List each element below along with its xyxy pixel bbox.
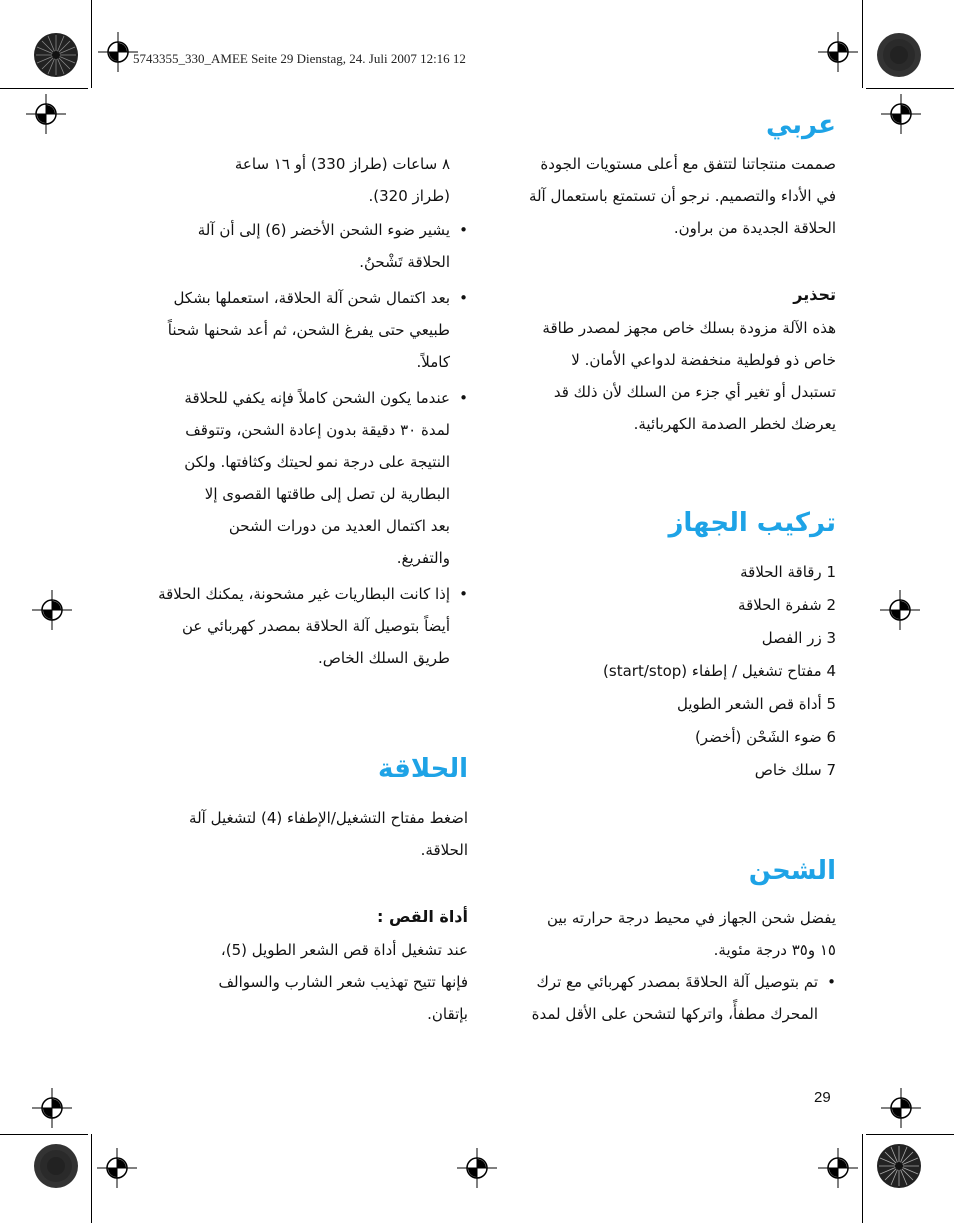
- intro-paragraph: [500, 148, 836, 244]
- text-line: والتفريغ.: [396, 549, 450, 567]
- list-item: 6 ضوء الشَحْن (أخضر): [694, 728, 836, 746]
- text-line: • يشير ضوء الشحن الأخضر (6) إلى أن آلة: [197, 221, 450, 239]
- crop-mark: [862, 1134, 863, 1223]
- text-line: يفضل شحن الجهاز في محيط درجة حرارته بين: [546, 909, 836, 927]
- text-line: هذه الآلة مزودة بسلك خاص مجهز لمصدر طاقة: [542, 319, 836, 337]
- crop-mark: [0, 1134, 88, 1135]
- text-line: ١٥ و٣٥ درجة مئوية.: [713, 941, 836, 959]
- text-line: • إذا كانت البطاريات غير مشحونة، يمكنك الحلاقة: [158, 585, 450, 603]
- text-line: كاملاً.: [416, 353, 450, 371]
- page-number: 29: [814, 1089, 831, 1106]
- registration-target-icon: [32, 1088, 72, 1128]
- crop-mark: [91, 1134, 92, 1223]
- text-line: المحرك مطفأً، واتركها لتشحن على الأقل لمدة: [531, 1005, 818, 1023]
- color-wheel-icon: [876, 32, 922, 78]
- list-item: 5 أداة قص الشعر الطويل: [677, 695, 836, 713]
- list-item: [120, 578, 468, 674]
- text-line: عند تشغيل أداة قص الشعر الطويل (5)،: [220, 941, 468, 959]
- text-line: في الأداء والتصميم. نرجو أن تستمتع باستعمال آلة: [528, 187, 836, 205]
- registration-target-icon: [97, 1148, 137, 1188]
- registration-target-icon: [818, 32, 858, 72]
- text-line: يعرضك لخطر الصدمة الكهربائية.: [633, 415, 836, 433]
- registration-target-icon: [818, 1148, 858, 1188]
- charging-paragraph: [500, 902, 836, 966]
- text-line: اضغط مفتاح التشغيل/الإطفاء (4) لتشغيل آلة: [189, 809, 468, 827]
- text-line: الحلاقة تَشْحنُ.: [359, 253, 450, 271]
- text-line: الحلاقة الجديدة من براون.: [673, 219, 836, 237]
- list-item: [120, 382, 468, 574]
- text-line: النتيجة على درجة نمو لحيتك وكثافتها. ولكن: [184, 453, 450, 471]
- assembly-heading: تركيب الجهاز: [668, 508, 836, 538]
- list-item: [120, 282, 468, 378]
- crop-mark: [866, 1134, 954, 1135]
- text-line: خاص ذو فولطية منخفضة لدواعي الأمان. لا: [571, 351, 836, 369]
- text-line: الحلاقة.: [420, 841, 468, 859]
- registration-target-icon: [881, 94, 921, 134]
- color-wheel-icon: [33, 1143, 79, 1189]
- list-item: [120, 214, 468, 278]
- charging-bullets: [500, 966, 836, 1030]
- text-line: لمدة ٣٠ دقيقة بدون إعادة الشحن، وتتوقف: [185, 421, 450, 439]
- color-wheel-icon: [876, 1143, 922, 1189]
- crop-mark: [91, 0, 92, 88]
- text-line: • عندما يكون الشحن كاملاً فإنه يكفي للحلاقة: [184, 389, 450, 407]
- text-line: طبيعي حتى يفرغ الشحن، ثم أعد شحنها شحناً: [167, 321, 450, 339]
- crop-mark: [866, 88, 954, 89]
- language-heading: عربي: [765, 110, 836, 140]
- registration-target-icon: [98, 32, 138, 72]
- list-item: [500, 966, 836, 1030]
- trimmer-heading: أداة القص :: [377, 907, 468, 926]
- registration-target-icon: [32, 590, 72, 630]
- text-line: بإتقان.: [427, 1005, 468, 1023]
- shaving-heading: الحلاقة: [378, 754, 468, 784]
- print-header: 5743355_330_AMEE Seite 29 Dienstag, 24. Juli 2007 12:16 12: [133, 51, 466, 66]
- warning-paragraph: [500, 312, 836, 440]
- list-item: 4 مفتاح تشغيل / إطفاء (start/stop): [603, 662, 836, 680]
- warning-heading: تحذير: [793, 285, 836, 304]
- list-item: 2 شفرة الحلاقة: [738, 596, 836, 614]
- charging-heading: الشحن: [748, 856, 836, 886]
- text-line: • بعد اكتمال شحن آلة الحلاقة، استعملها بشكل: [173, 289, 450, 307]
- list-item: 1 رقاقة الحلاقة: [740, 563, 836, 581]
- registration-target-icon: [880, 590, 920, 630]
- text-line: البطارية لن تصل إلى طاقتها القصوى إلا: [204, 485, 450, 503]
- list-item: 7 سلك خاص: [754, 761, 836, 779]
- continued-paragraph: [120, 148, 468, 212]
- crop-mark: [0, 88, 88, 89]
- charging-notes-list: [120, 214, 468, 674]
- registration-target-icon: [881, 1088, 921, 1128]
- shaving-paragraph: [120, 802, 468, 866]
- registration-target-icon: [457, 1148, 497, 1188]
- text-line: فإنها تتيح تهذيب شعر الشارب والسوالف: [218, 973, 468, 991]
- trimmer-paragraph: [120, 934, 468, 1030]
- text-line: طريق السلك الخاص.: [317, 649, 450, 667]
- text-line: صممت منتجاتنا لتتفق مع أعلى مستويات الجودة: [540, 155, 836, 173]
- registration-target-icon: [26, 94, 66, 134]
- parts-list: [500, 556, 836, 787]
- text-line: تستبدل أو تغير أي جزء من السلك لأن ذلك قد: [553, 383, 836, 401]
- color-wheel-icon: [33, 32, 79, 78]
- crop-mark: [862, 0, 863, 88]
- text-line: • تم بتوصيل آلة الحلاقةَ بمصدر كهربائي مع ترك: [536, 973, 818, 991]
- text-line: ٨ ساعات (طراز 330) أو ١٦ ساعة: [234, 155, 450, 173]
- text-line: (طراز 320).: [368, 187, 450, 205]
- text-line: بعد اكتمال العديد من دورات الشحن: [228, 517, 450, 535]
- text-line: أيضاً بتوصيل آلة الحلاقة بمصدر كهربائي عن: [181, 617, 450, 635]
- list-item: 3 زر الفصل: [761, 629, 836, 647]
